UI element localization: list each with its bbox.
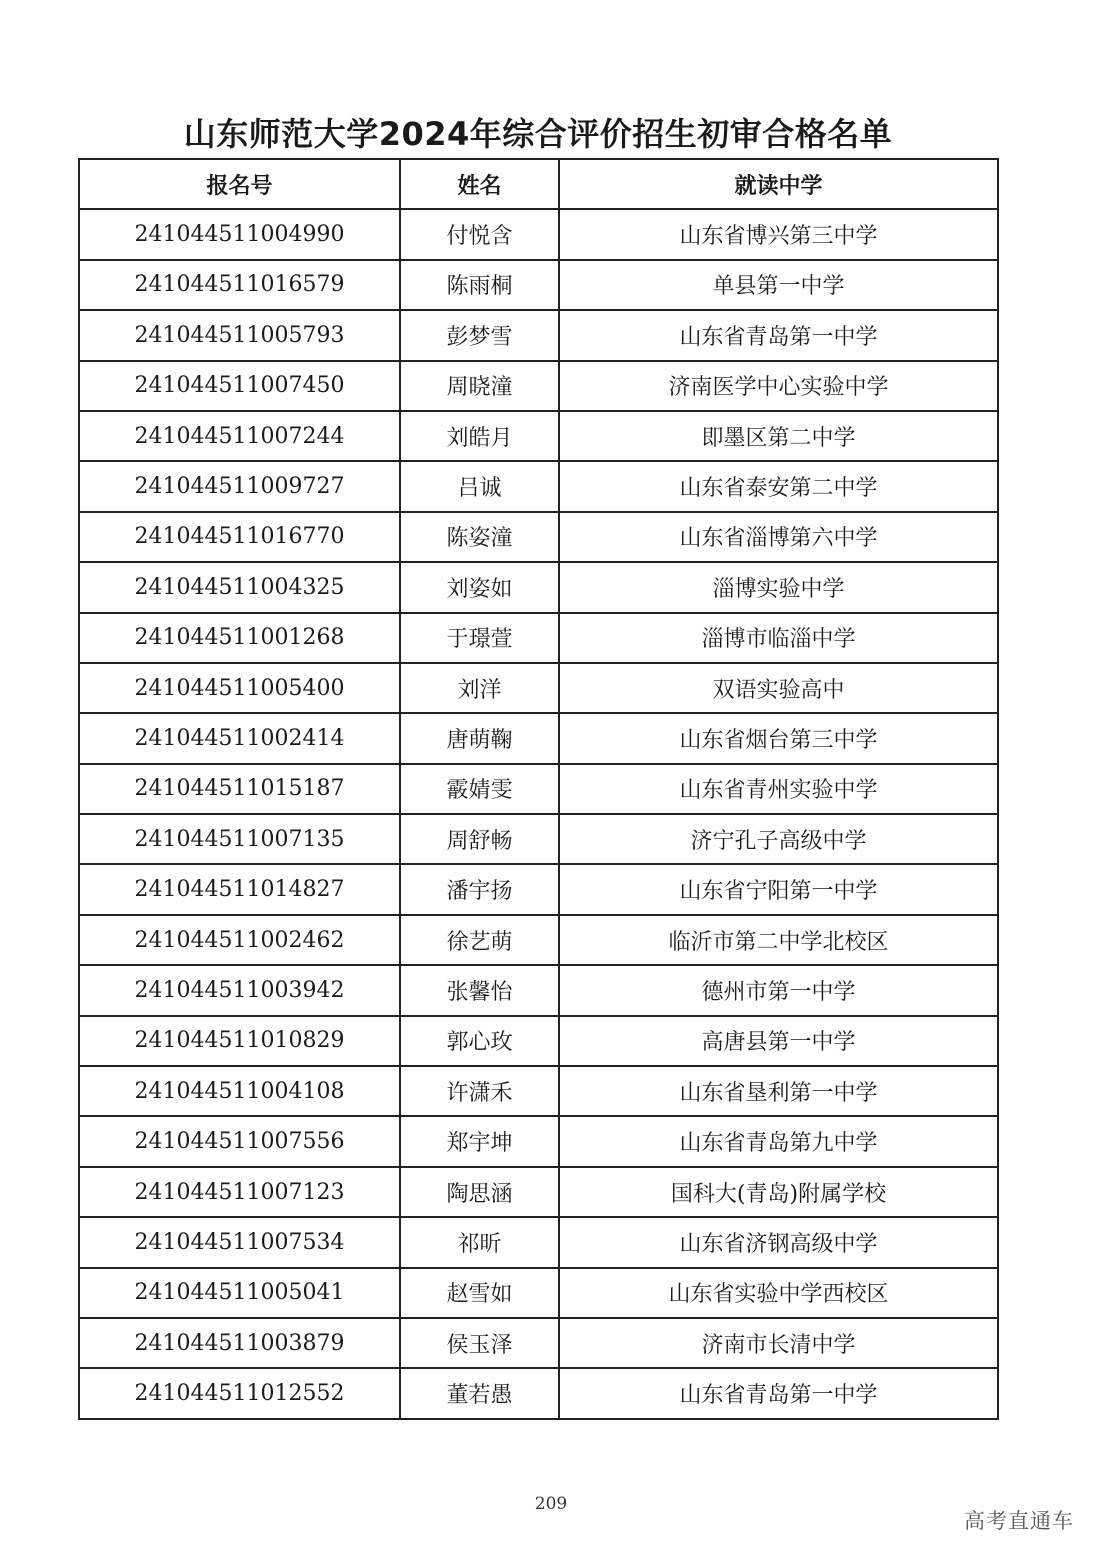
- name-cell: 刘洋: [400, 663, 559, 713]
- registration-number-cell: 241044511012552: [79, 1368, 400, 1418]
- name-cell: 唐萌鞠: [400, 713, 559, 763]
- name-cell: 许潇禾: [400, 1066, 559, 1116]
- registration-number-cell: 241044511004108: [79, 1066, 400, 1116]
- school-cell: 淄博实验中学: [559, 562, 998, 612]
- registration-number-cell: 241044511014827: [79, 864, 400, 914]
- table-row: [79, 209, 998, 259]
- name-cell: 陶思涵: [400, 1167, 559, 1217]
- table-row: [79, 814, 998, 864]
- registration-number-cell: 241044511002462: [79, 915, 400, 965]
- school-cell: 济南市长清中学: [559, 1318, 998, 1368]
- table-row: [79, 1167, 998, 1217]
- table-row: [79, 1368, 998, 1418]
- registration-number-cell: 241044511007135: [79, 814, 400, 864]
- registration-number-cell: 241044511010829: [79, 1016, 400, 1066]
- registration-number-cell: 241044511007244: [79, 411, 400, 461]
- table-row: [79, 915, 998, 965]
- admission-list-table: [78, 158, 999, 1420]
- school-cell: 山东省青岛第九中学: [559, 1116, 998, 1166]
- school-cell: 即墨区第二中学: [559, 411, 998, 461]
- school-cell: 济南医学中心实验中学: [559, 361, 998, 411]
- name-cell: 付悦含: [400, 209, 559, 259]
- school-cell: 山东省泰安第二中学: [559, 461, 998, 511]
- school-cell: 山东省淄博第六中学: [559, 512, 998, 562]
- name-cell: 陈雨桐: [400, 260, 559, 310]
- name-cell: 侯玉泽: [400, 1318, 559, 1368]
- registration-number-cell: 241044511005041: [79, 1268, 400, 1318]
- table-row: [79, 613, 998, 663]
- school-cell: 山东省实验中学西校区: [559, 1268, 998, 1318]
- name-cell: 郑宇坤: [400, 1116, 559, 1166]
- school-cell: 山东省宁阳第一中学: [559, 864, 998, 914]
- name-cell: 郭心玫: [400, 1016, 559, 1066]
- school-cell: 山东省青岛第一中学: [559, 310, 998, 360]
- table-row: [79, 965, 998, 1015]
- registration-number-cell: 241044511007534: [79, 1217, 400, 1267]
- school-cell: 单县第一中学: [559, 260, 998, 310]
- school-cell: 山东省青州实验中学: [559, 764, 998, 814]
- name-cell: 赵雪如: [400, 1268, 559, 1318]
- name-cell: 潘宇扬: [400, 864, 559, 914]
- school-cell: 临沂市第二中学北校区: [559, 915, 998, 965]
- name-cell: 于璟萱: [400, 613, 559, 663]
- table-row: [79, 864, 998, 914]
- header-school: 就读中学: [559, 159, 998, 209]
- registration-number-cell: 241044511016579: [79, 260, 400, 310]
- header-registration-number: 报名号: [79, 159, 400, 209]
- table-row: [79, 764, 998, 814]
- school-cell: 山东省博兴第三中学: [559, 209, 998, 259]
- school-cell: 山东省垦利第一中学: [559, 1066, 998, 1116]
- name-cell: 陈姿潼: [400, 512, 559, 562]
- page-number: 209: [534, 1494, 568, 1514]
- registration-number-cell: 241044511007123: [79, 1167, 400, 1217]
- table-row: [79, 1116, 998, 1166]
- registration-number-cell: 241044511009727: [79, 461, 400, 511]
- table-row: [79, 310, 998, 360]
- registration-number-cell: 241044511016770: [79, 512, 400, 562]
- table-row: [79, 713, 998, 763]
- school-cell: 高唐县第一中学: [559, 1016, 998, 1066]
- name-cell: 祁昕: [400, 1217, 559, 1267]
- page-title: 山东师范大学2024年综合评价招生初审合格名单: [183, 115, 893, 153]
- school-cell: 山东省济钢高级中学: [559, 1217, 998, 1267]
- name-cell: 张馨怡: [400, 965, 559, 1015]
- registration-number-cell: 241044511007450: [79, 361, 400, 411]
- school-cell: 山东省青岛第一中学: [559, 1368, 998, 1418]
- registration-number-cell: 241044511002414: [79, 713, 400, 763]
- name-cell: 徐艺萌: [400, 915, 559, 965]
- table-row: [79, 1066, 998, 1116]
- watermark: 高考直通车: [964, 1509, 1074, 1533]
- school-cell: 国科大(青岛)附属学校: [559, 1167, 998, 1217]
- name-cell: 吕诚: [400, 461, 559, 511]
- table-row: [79, 260, 998, 310]
- registration-number-cell: 241044511004325: [79, 562, 400, 612]
- table-row: [79, 562, 998, 612]
- table-row: [79, 1268, 998, 1318]
- name-cell: 霰婧雯: [400, 764, 559, 814]
- name-cell: 彭梦雪: [400, 310, 559, 360]
- school-cell: 双语实验高中: [559, 663, 998, 713]
- name-cell: 董若愚: [400, 1368, 559, 1418]
- school-cell: 德州市第一中学: [559, 965, 998, 1015]
- name-cell: 周晓潼: [400, 361, 559, 411]
- table-row: [79, 361, 998, 411]
- name-cell: 周舒畅: [400, 814, 559, 864]
- table-row: [79, 411, 998, 461]
- school-cell: 济宁孔子高级中学: [559, 814, 998, 864]
- table-row: [79, 663, 998, 713]
- registration-number-cell: 241044511005400: [79, 663, 400, 713]
- registration-number-cell: 241044511001268: [79, 613, 400, 663]
- school-cell: 淄博市临淄中学: [559, 613, 998, 663]
- registration-number-cell: 241044511005793: [79, 310, 400, 360]
- registration-number-cell: 241044511007556: [79, 1116, 400, 1166]
- table-header-row: [79, 159, 998, 209]
- table-row: [79, 1217, 998, 1267]
- name-cell: 刘皓月: [400, 411, 559, 461]
- header-name: 姓名: [400, 159, 559, 209]
- table-row: [79, 461, 998, 511]
- name-cell: 刘姿如: [400, 562, 559, 612]
- table-row: [79, 512, 998, 562]
- table-row: [79, 1016, 998, 1066]
- registration-number-cell: 241044511004990: [79, 209, 400, 259]
- table-row: [79, 1318, 998, 1368]
- registration-number-cell: 241044511003879: [79, 1318, 400, 1368]
- school-cell: 山东省烟台第三中学: [559, 713, 998, 763]
- registration-number-cell: 241044511015187: [79, 764, 400, 814]
- registration-number-cell: 241044511003942: [79, 965, 400, 1015]
